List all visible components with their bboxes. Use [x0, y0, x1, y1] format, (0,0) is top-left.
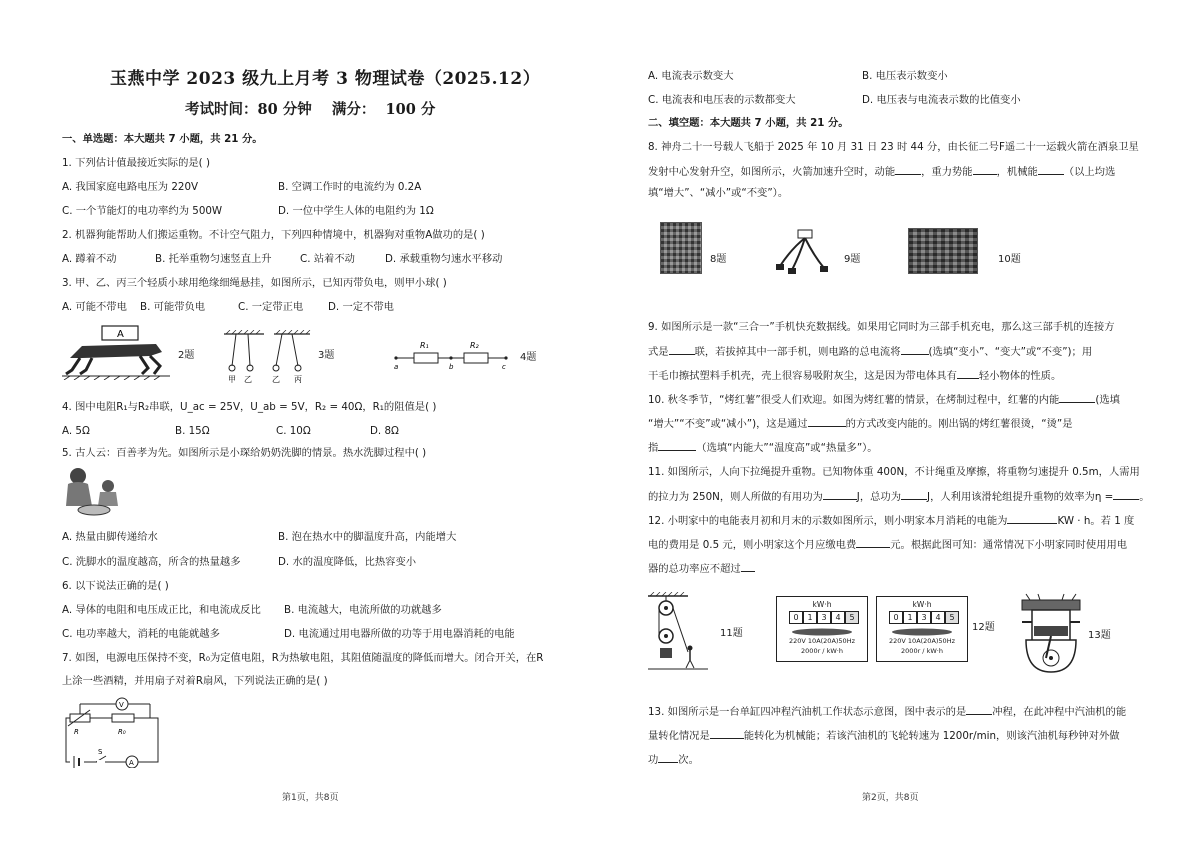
- meter-start-disc-icon: [787, 627, 857, 637]
- q13-line2: [648, 728, 1120, 743]
- r1-label: R₁: [420, 341, 429, 350]
- roasted-sweet-potato-photo: [908, 228, 978, 274]
- q2-stem: 2. 机器狗能帮助人们搬运重物。不计空气阻力，下列四种情境中，机器狗对重物A做功的是( ): [62, 229, 485, 241]
- q12-line1: [648, 513, 1134, 528]
- r0-label: R₀: [118, 728, 126, 736]
- meter-end-digits: [889, 611, 959, 624]
- q9-blank-property[interactable]: [957, 368, 979, 379]
- ball-label-1: 甲: [228, 375, 236, 384]
- q10-line3-text-b: （选填“内能大”“温度高”或“热量多”）。: [696, 442, 878, 454]
- q10-blank-meaning[interactable]: [658, 440, 696, 451]
- meter-start-digit: 4: [831, 611, 845, 624]
- q12-line2: [648, 537, 1127, 552]
- q8-line2-text-d: （以上均选: [1063, 166, 1116, 178]
- fig-label-q12: 12题: [972, 622, 995, 633]
- q13-line3: [648, 752, 699, 767]
- meter-start-digit: 5: [845, 611, 859, 624]
- meter-start-unit: kW·h: [812, 600, 832, 609]
- q12-line3: [648, 561, 755, 576]
- q10-line1: [648, 392, 1120, 407]
- q12-line3-text: 器的总功率应不超过: [648, 563, 741, 575]
- meter-end-digit: 5: [945, 611, 959, 624]
- meter-end-digit: 3: [917, 611, 931, 624]
- q13-line3-text-b: 次。: [678, 754, 699, 766]
- charged-balls-figure: [222, 330, 312, 386]
- q7-option-b: B. 电压表示数变小: [862, 70, 948, 82]
- meter-start-spec: 220V 10A(20A)50Hz: [789, 637, 855, 645]
- exam-title: 玉燕中学 2023 级九上月考 3 物理试卷（2025.12）: [110, 69, 541, 89]
- q2-option-a: A. 蹲着不动: [62, 253, 117, 265]
- meter-end-rate: 2000r / kW·h: [901, 647, 943, 655]
- q13-line1-text-a: 13. 如图所示是一台单缸四冲程汽油机工作状态示意图，图中表示的是: [648, 706, 967, 718]
- q11-line1: 11. 如图所示，人向下拉绳提升重物。已知物体重 400N，不计绳重及摩擦，将重物匀速提升 0.5m，人需用: [648, 466, 1140, 478]
- fig-label-q2: 2题: [178, 350, 195, 361]
- q1-option-d: D. 一位中学生人体的电阻约为 1Ω: [278, 205, 434, 217]
- section-heading-fill-blank: 二、填空题：本大题共 7 小题，共 21 分。: [648, 117, 849, 129]
- q13-blank-work-times[interactable]: [658, 752, 678, 763]
- q10-blank-internal-energy[interactable]: [1059, 392, 1095, 403]
- q7-stem-line2: 上涂一些酒精，并用扇子对着R扇风，下列说法正确的是( ): [62, 675, 328, 687]
- thermistor-label: R: [74, 728, 79, 736]
- q5-stem: 5. 古人云：百善孝为先。如图所示是小琛给奶奶洗脚的情景。热水洗脚过程中( ): [62, 447, 427, 459]
- section-heading-single-choice: 一、单选题：本大题共 7 小题，共 21 分。: [62, 133, 263, 145]
- q9-line2-text-b: 联，若拔掉其中一部手机，则电路的总电流将: [694, 346, 901, 358]
- engine-cylinder-figure: [1016, 592, 1086, 676]
- fig-label-q9: 9题: [844, 254, 861, 265]
- fig-label-q13: 13题: [1088, 630, 1111, 641]
- q6-option-c: C. 电功率越大，消耗的电能就越多: [62, 628, 220, 640]
- page-footer-1: 第1页，共8页: [282, 793, 339, 803]
- point-a-label: a: [394, 363, 399, 370]
- q3-option-a: A. 可能不带电: [62, 301, 127, 313]
- q3-option-b: B. 可能带负电: [140, 301, 206, 313]
- q12-line2-text-a: 电的费用是 0.5 元，则小明家这个月应缴电费: [648, 539, 857, 551]
- q7-option-a: A. 电流表示数变大: [648, 70, 734, 82]
- q12-line1-text-a: 12. 小明家中的电能表月初和月末的示数如图所示，则小明家本月消耗的电能为: [648, 515, 1008, 527]
- q8-line1: 8. 神舟二十一号载人飞船于 2025 年 10 月 31 日 23 时 44 分，由长征二号F遥二十一运载火箭在酒泉卫星: [648, 141, 1139, 153]
- q11-line2-text-b: J，总功为: [856, 491, 902, 503]
- pulley-system-figure: [648, 592, 714, 672]
- q10-blank-method[interactable]: [808, 416, 846, 427]
- q9-blank-connection[interactable]: [669, 344, 695, 355]
- q4-stem: 4. 图中电阻R₁与R₂串联，U_ac = 25V，U_ab = 5V，R₂ = 40Ω，R₁的阻值是( ): [62, 401, 437, 413]
- q9-line1: 9. 如图所示是一款“三合一”手机快充数据线。如果用它同时为三部手机充电，那么这三部手机的连接方: [648, 321, 1115, 333]
- fig-label-q3: 3题: [318, 350, 335, 361]
- q5-option-a: A. 热量由脚传递给水: [62, 531, 158, 543]
- q11-line2: [648, 489, 1150, 504]
- q1-option-b: B. 空调工作时的电流约为 0.2A: [278, 181, 422, 193]
- page-footer-2: 第2页，共8页: [862, 793, 919, 803]
- meter-start-digit: 1: [803, 611, 817, 624]
- meter-end-spec: 220V 10A(20A)50Hz: [889, 637, 955, 645]
- q8-blank-potential[interactable]: [973, 164, 997, 175]
- q9-line2-text-c: (选填“变小”、“变大”或“不变”)；用: [928, 346, 1093, 358]
- series-resistor-figure: [392, 336, 510, 370]
- q13-line1-text-b: 冲程，在此冲程中汽油机的能: [992, 706, 1127, 718]
- point-b-label: b: [449, 363, 454, 370]
- q8-line2-text-b: ，重力势能: [921, 166, 973, 178]
- q6-option-a: A. 导体的电阻和电压成正比，和电流成反比: [62, 604, 261, 616]
- q13-line1: [648, 704, 1126, 719]
- q5-option-b: B. 泡在热水中的脚温度升高，内能增大: [278, 531, 457, 543]
- q12-blank-max-power[interactable]: [741, 561, 755, 572]
- robot-dog-figure: [62, 322, 170, 380]
- q13-blank-stroke[interactable]: [966, 704, 992, 715]
- r2-label: R₂: [470, 341, 479, 350]
- meter-end-disc-icon: [887, 627, 957, 637]
- meter-start-digit: 3: [817, 611, 831, 624]
- foot-washing-figure: [62, 466, 126, 518]
- voltmeter-label: V: [119, 701, 124, 709]
- ball-label-4: 丙: [294, 375, 302, 384]
- q8-blank-kinetic[interactable]: [895, 164, 921, 175]
- box-a-label: A: [117, 329, 124, 340]
- switch-label: S: [98, 748, 103, 756]
- q9-line2-text-a: 式是: [648, 346, 669, 358]
- ball-label-2: 乙: [244, 375, 252, 384]
- q12-line1-text-b: KW · h。若 1 度: [1057, 515, 1135, 527]
- q4-option-d: D. 8Ω: [370, 425, 399, 437]
- fig-label-q10: 10题: [998, 254, 1021, 265]
- q12-blank-energy[interactable]: [1007, 513, 1057, 524]
- q11-blank-total-work[interactable]: [901, 489, 927, 500]
- ball-label-3: 乙: [272, 375, 280, 384]
- q13-line3-text-a: 功: [648, 754, 659, 766]
- thermistor-circuit-figure: [60, 694, 166, 768]
- q3-option-d: D. 一定不带电: [328, 301, 394, 313]
- q8-line2: [648, 164, 1115, 179]
- q11-line2-text-a: 的拉力为 250N，则人所做的有用功为: [648, 491, 823, 503]
- q3-stem: 3. 甲、乙、丙三个轻质小球用绝缘细绳悬挂，如图所示，已知丙带负电，则甲小球( ): [62, 277, 447, 289]
- q4-option-a: A. 5Ω: [62, 425, 90, 437]
- q9-line3-text-b: 轻小物体的性质。: [978, 370, 1062, 382]
- fig-label-q8: 8题: [710, 254, 727, 265]
- q12-blank-fee[interactable]: [856, 537, 890, 548]
- q2-option-d: D. 承载重物匀速水平移动: [385, 253, 503, 265]
- q9-line3: [648, 368, 1061, 383]
- meter-start-digit: 0: [789, 611, 803, 624]
- meter-end-digit: 0: [889, 611, 903, 624]
- q1-stem: 1. 下列估计值最接近实际的是( ): [62, 157, 210, 169]
- q6-stem: 6. 以下说法正确的是( ): [62, 580, 169, 592]
- q3-option-c: C. 一定带正电: [238, 301, 304, 313]
- ammeter-label: A: [129, 759, 134, 767]
- energy-meter-start: [776, 596, 868, 662]
- q8-blank-mechanical[interactable]: [1038, 164, 1064, 175]
- energy-meter-end: [876, 596, 968, 662]
- q11-line2-text-d: 。: [1139, 491, 1150, 503]
- q2-option-c: C. 站着不动: [300, 253, 355, 265]
- q12-line2-text-b: 元。根据此图可知：通常情况下小明家同时使用用电: [890, 539, 1128, 551]
- meter-end-digit: 1: [903, 611, 917, 624]
- q10-line2-text-b: 的方式改变内能的。刚出锅的烤红薯很烫，“烫”是: [845, 418, 1073, 430]
- q6-option-b: B. 电流越大，电流所做的功就越多: [284, 604, 442, 616]
- q11-line2-text-c: J，人利用该滑轮组提升重物的效率为η =: [927, 491, 1114, 503]
- q10-line2: [648, 416, 1073, 431]
- q11-blank-useful-work[interactable]: [823, 489, 857, 500]
- q9-blank-current[interactable]: [901, 344, 929, 355]
- q7-option-d: D. 电压表与电流表示数的比值变小: [862, 94, 1021, 106]
- q13-line2-text-b: 能转化为机械能；若该汽油机的飞轮转速为 1200r/min，则该汽油机每秒钟对外做: [743, 730, 1120, 742]
- exam-page-2: [600, 0, 1200, 849]
- rocket-launch-photo: [660, 222, 702, 274]
- q4-option-c: C. 10Ω: [276, 425, 311, 437]
- exam-subtitle: 考试时间：80 分钟 满分： 100 分: [185, 101, 436, 118]
- q1-option-c: C. 一个节能灯的电功率约为 500W: [62, 205, 223, 217]
- q9-line3-text-a: 干毛巾擦拭塑料手机壳，壳上很容易吸附灰尘，这是因为带电体具有: [648, 370, 957, 382]
- q8-line2-text-c: ，机械能: [996, 166, 1038, 178]
- q13-blank-energy-form[interactable]: [710, 728, 744, 739]
- point-c-label: c: [502, 363, 506, 370]
- meter-start-digits: [789, 611, 859, 624]
- q7-stem-line1: 7. 如图，电源电压保持不变，R₀为定值电阻，R为热敏电阻，其阻值随温度的降低而增大。闭合开关，在R: [62, 652, 544, 664]
- q7-option-c: C. 电流表和电压表的示数都变大: [648, 94, 796, 106]
- q11-blank-efficiency[interactable]: [1113, 489, 1139, 500]
- q10-line2-text-a: “增大”“不变”或“减小”)，这是通过: [648, 418, 808, 430]
- q5-option-d: D. 水的温度降低，比热容变小: [278, 556, 417, 568]
- q5-option-c: C. 洗脚水的温度越高，所含的热量越多: [62, 556, 241, 568]
- q1-option-a: A. 我国家庭电路电压为 220V: [62, 181, 199, 193]
- q10-line1-text-b: (选填: [1095, 394, 1120, 406]
- fig-label-q11: 11题: [720, 628, 743, 639]
- q10-line1-text-a: 10. 秋冬季节，“烤红薯”很受人们欢迎。如图为烤红薯的情景，在烤制过程中，红薯的内能: [648, 394, 1060, 406]
- q2-option-b: B. 托举重物匀速竖直上升: [155, 253, 272, 265]
- q10-line3-text-a: 指: [648, 442, 659, 454]
- fig-label-q4: 4题: [520, 352, 537, 363]
- q13-line2-text-a: 量转化情况是: [648, 730, 710, 742]
- q8-line2-text: 发射中心发射升空，如图所示，火箭加速升空时，动能: [648, 166, 896, 178]
- meter-end-unit: kW·h: [912, 600, 932, 609]
- q6-option-d: D. 电流通过用电器所做的功等于用电器消耗的电能: [284, 628, 515, 640]
- q8-line3: 填“增大”、“减小”或“不变”）。: [648, 187, 789, 199]
- meter-start-rate: 2000r / kW·h: [801, 647, 843, 655]
- q9-line2: [648, 344, 1092, 359]
- q10-line3: [648, 440, 878, 455]
- q4-option-b: B. 15Ω: [175, 425, 210, 437]
- charging-cable-figure: [772, 226, 836, 276]
- meter-end-digit: 4: [931, 611, 945, 624]
